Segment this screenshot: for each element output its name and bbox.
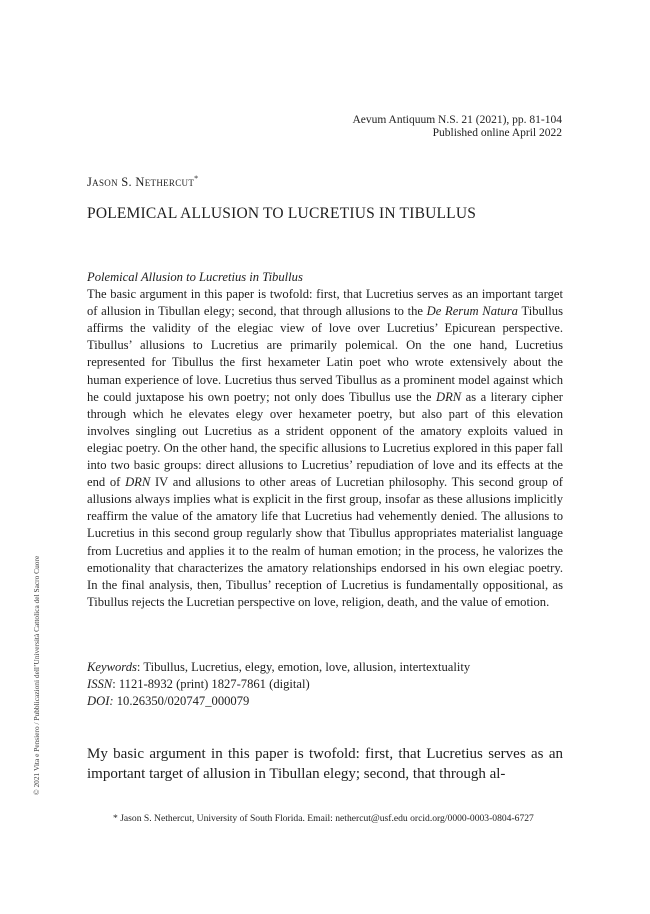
paper-title: POLEMICAL ALLUSION TO LUCRETIUS IN TIBULLUS [87,205,477,222]
author-name: Jason S. Nethercut [87,175,195,190]
journal-header [352,114,562,140]
publication-date: Published online April 2022 [432,127,562,139]
issn-line [87,676,470,693]
abstract-work-abbrev: DRN [125,475,151,490]
copyright-notice: © 2021 Vita e Pensiero / Pubblicazioni dell’Università Cattolica del Sacro Cuore [32,555,41,795]
doi-value[interactable]: 10.26350/020747_000079 [113,694,250,708]
issn-label: ISSN [87,677,113,691]
abstract-work-title: De Rerum Natura [426,304,518,319]
abstract-text: The basic argument in this paper is twofold: first, that Lucretius serves as an important target of allusion in Tibullan elegy; second, that through allusions to the [87,287,563,319]
journal-citation: Aevum Antiquum N.S. 21 (2021), pp. 81-104 [352,114,562,126]
abstract-text: IV and allusions to other areas of Lucretian philosophy. This second group of allusions always implies what is explicit in the first group, insofar as these allusions implicitly reaffirm the value of the amatory life that Lucretius had vehemently denied. The allusions to Lucretius in this second group regularly show that Tibullus appropriates materialist language from Lucretius and applies it to the realm of human emotion; in the process, he valorizes the emotionality that characterizes the amatory relationships endorsed in his own elegiac poetry. In the final analysis, then, Tibullus’ reception of Lucretius is fundamentally oppositional, as Tibullus rejects the Lucretian perspective on love, religion, death, and the value of emotion. [87,475,563,609]
abstract [87,269,563,611]
issn-value: : 1121-8932 (print) 1827-7861 (digital) [112,677,310,691]
doi-label: DOI: [87,694,114,708]
doi-line [87,693,470,710]
abstract-text: as a literary cipher through which he elevates elegy over hexameter poetry, but also part of this elevation involves singling out Lucretius as a strident opponent of the amatory exploits valued in elegiac poetry. On the other hand, the specific allusions to Lucretius explored in this paper fall into two basic groups: direct allusions to Lucretius’ repudiation of love and its effects at the end of [87,389,563,490]
keywords-value: : Tibullus, Lucretius, elegy, emotion, love, allusion, intertextuality [136,660,471,674]
footnote: * Jason S. Nethercut, University of South Florida. Email: nethercut@usf.edu orcid.org/0000-0003-0804-6727 [113,813,534,824]
keywords-line [87,659,470,676]
author-line [87,174,198,190]
article-metadata [87,659,470,710]
abstract-text: Tibullus affirms the validity of the elegiac view of love over Lucretius’ Epicurean perspective. Tibullus’ allusions to Lucretius are primarily polemical. On the one hand, Lucretius represented for Tibullus the first hexameter Latin poet who wrote extensively about the human experience of love. Lucretius thus served Tibullus as a prominent model against which he could juxtapose his own poetry; not only does Tibullus use the [87,304,563,404]
abstract-body [87,286,563,611]
abstract-heading: Polemical Allusion to Lucretius in Tibullus [87,270,303,284]
body-paragraph: My basic argument in this paper is twofold: first, that Lucretius serves as an important target of allusion in Tibullan elegy; second, that through al- [87,746,563,782]
author-footnote-mark[interactable]: * [194,174,199,183]
abstract-work-abbrev: DRN [435,389,462,404]
keywords-label: Keywords [87,660,137,674]
